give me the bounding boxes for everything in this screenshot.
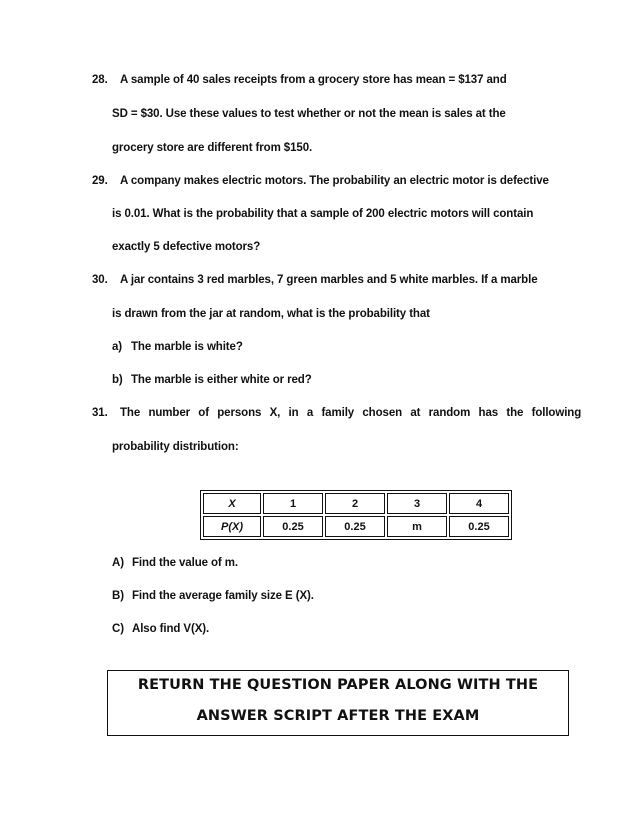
q29-text-3c: defective motors? xyxy=(159,241,261,253)
q31-part-c-label: C) xyxy=(112,623,124,635)
q30-part-b-text1: The marble is either xyxy=(131,374,241,386)
q30-line2 xyxy=(112,308,430,320)
q29-text-3a: exactly xyxy=(112,241,154,253)
q30-bold-probability: probability xyxy=(348,308,407,320)
q29-bold-probability: 0.01 xyxy=(124,208,147,220)
table-row-px xyxy=(203,516,509,537)
q31-part-a-bold: m xyxy=(224,557,235,569)
q30-text-2c: that xyxy=(406,308,430,320)
q30-part-a-label: a) xyxy=(112,341,123,353)
q30-bold-red: red xyxy=(206,274,225,286)
q30-bold-white: white xyxy=(399,274,429,286)
q29-text-2c: . What is the probability that a sample of xyxy=(146,208,366,220)
table-cell: 4 xyxy=(449,493,509,514)
q29-number: 29. xyxy=(92,175,108,187)
q28-line1 xyxy=(92,74,507,86)
table-header-x: X xyxy=(203,493,261,514)
q31-part-b-label: B) xyxy=(112,590,124,602)
q28-keyword-test: test xyxy=(274,108,295,120)
q30-part-b-bold-red: red xyxy=(287,374,305,386)
q31-part-c xyxy=(112,623,209,635)
q31-part-b xyxy=(112,590,314,602)
q31-part-c-text: Also find xyxy=(132,623,184,635)
q30-part-b-end: ? xyxy=(304,374,312,386)
q28-text-2c: whether or not the mean is sales at the xyxy=(294,108,506,120)
q31-part-a xyxy=(112,557,238,569)
q29-bold-sample-size: 200 xyxy=(365,208,385,220)
q29-line1 xyxy=(92,175,549,187)
q30-line1 xyxy=(92,274,538,286)
q30-number: 30. xyxy=(92,274,108,286)
q30-part-a-text: The marble is xyxy=(131,341,207,353)
q30-part-a-bold: white xyxy=(206,341,236,353)
q30-part-b-text2: or xyxy=(269,374,288,386)
q30-part-a xyxy=(112,341,243,353)
q31-line2: probability distribution: xyxy=(112,441,239,453)
q30-text-2a: is drawn from the jar at random, what is the xyxy=(112,308,349,320)
q31-text-1: The number of persons X, in a family chosen at random has the following xyxy=(120,407,582,419)
notice-line2: ANSWER SCRIPT AFTER THE EXAM xyxy=(196,708,480,724)
q31-part-c-end: . xyxy=(206,623,210,635)
table-cell: 3 xyxy=(387,493,447,514)
q29-text-2a: is xyxy=(112,208,125,220)
q30-part-b-bold-white: white xyxy=(240,374,270,386)
table-header-px: P(X) xyxy=(203,516,261,537)
table-cell: m xyxy=(387,516,447,537)
q31-part-a-text: Find the value of xyxy=(132,557,225,569)
table-cell: 1 xyxy=(263,493,323,514)
q29-text-1: A company makes electric motors. The probability an electric motor is defective xyxy=(120,175,549,187)
table-row-x xyxy=(203,493,509,514)
q30-bold-green: green xyxy=(286,274,318,286)
q28-line2 xyxy=(112,108,506,120)
q29-line2 xyxy=(112,208,533,220)
q29-line3 xyxy=(112,241,260,253)
probability-distribution-table xyxy=(200,490,512,540)
q31-part-b-end: . xyxy=(310,590,314,602)
q31-number: 31. xyxy=(92,407,108,419)
q31-part-a-label: A) xyxy=(112,557,124,569)
q30-text-1c: marbles, 7 xyxy=(224,274,287,286)
q30-part-b-label: b) xyxy=(112,374,123,386)
table-cell: 0.25 xyxy=(449,516,509,537)
table-cell: 2 xyxy=(325,493,385,514)
q30-part-a-end: ? xyxy=(235,341,243,353)
q28-text-1: A sample of 40 sales receipts from a grocery store has mean = $137 and xyxy=(120,74,507,86)
q31-line1 xyxy=(92,407,581,419)
notice-line1: RETURN THE QUESTION PAPER ALONG WITH THE xyxy=(137,677,539,693)
q31-part-c-bold: V(X) xyxy=(183,623,206,635)
exam-notice-box xyxy=(107,670,569,736)
table-cell: 0.25 xyxy=(325,516,385,537)
q30-text-1a: A jar contains 3 xyxy=(120,274,207,286)
q31-part-a-end: . xyxy=(234,557,239,569)
q31-part-b-bold: E (X) xyxy=(285,590,311,602)
q30-part-b xyxy=(112,374,312,386)
q30-text-1g: marbles. If a marble xyxy=(428,274,538,286)
q28-number: 28. xyxy=(92,74,108,86)
table-cell: 0.25 xyxy=(263,516,323,537)
q29-text-2e: electric motors will contain xyxy=(384,208,534,220)
q31-part-b-text: Find the average family size xyxy=(132,590,286,602)
q28-text-2a: SD = $30. Use these values to xyxy=(112,108,275,120)
q28-line3: grocery store are different from $150. xyxy=(112,142,313,154)
q29-bold-count: 5 xyxy=(153,241,160,253)
q30-text-1e: marbles and 5 xyxy=(317,274,400,286)
